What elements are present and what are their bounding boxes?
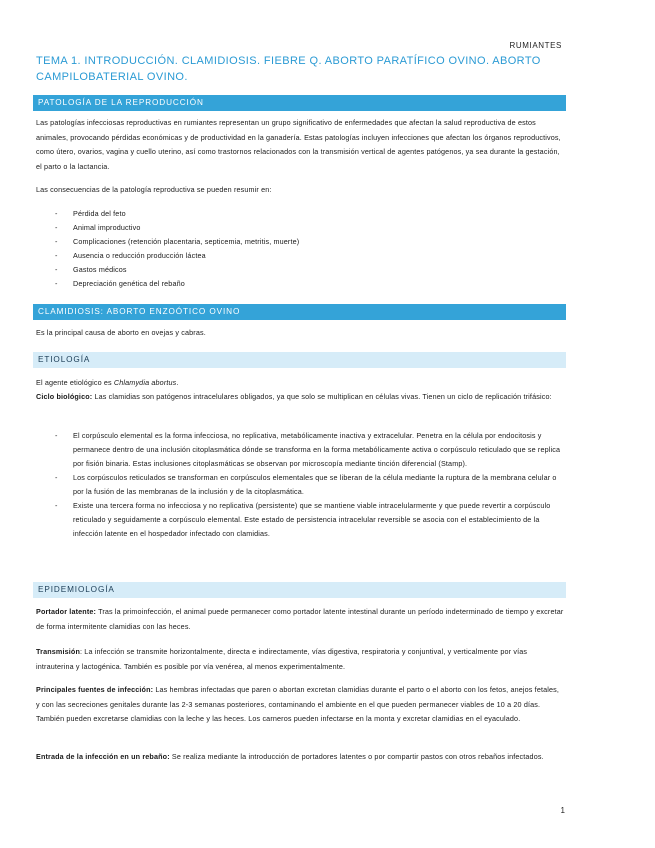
list-item: - Ausencia o reducción producción láctea [36,249,561,263]
etiologia-agent-paragraph [36,376,564,391]
epidemiologia-entry [36,645,564,674]
patologia-consequences-lead: Las consecuencias de la patología reproductiva se pueden resumir en: [36,185,272,194]
consequences-list [36,207,561,291]
section-heading-etiologia: ETIOLOGÍA [33,352,566,368]
page-number: 1 [560,806,565,815]
patologia-intro-paragraph: Las patologías infecciosas reproductivas en rumiantes representan un grupo significativo de enfermedades que afectan la salud reproductiva de estos animales, provocando pérdidas económicas y de productividad en la ganadería. Estas patologías incluyen infecciones que afectan los órganos reproductivos, como útero, ovarios, vagina y cuello uterino, así como trastornos relacionados con la transmisión vertical de agentes patógenos, ya sea durante la gestación, el parto o la lactancia. [36,118,561,171]
running-head: RUMIANTES [509,41,562,50]
list-item: - El corpúsculo elemental es la forma infecciosa, no replicativa, metabólicamente inactiva y extracelular. Penetra en la célula por endocitosis y permanece dentro de una inclusión citoplasmática dónde se transforma en la forma metabólicamente activa o corpúsculo reticulado que se replica por fisión binaria. Estas inclusiones citoplasmáticas se observan por microscopía mediante tinción diferencial (Stamp). [36,429,561,471]
list-item: - Existe una tercera forma no infecciosa y no replicativa (persistente) que se mantiene viable intracelularmente y que puede revertir a corpúsculo reticulado y seguidamente a corpúsculo elemental. Este estado de persistencia intracelular reversible se asocia con el establecimiento de la infección latente en el hospedador infectado con clamidias. [36,499,561,541]
agent-prefix: El agente etiológico es [36,378,114,387]
entry-label: Entrada de la infección en un rebaño: [36,752,170,761]
entry-text: Las hembras infectadas que paren o abortan excretan clamidias durante el parto o el aborto con los fetos, anejos fetales, y con las secreciones genitales durante las 2-3 semanas posteriores, contaminando el ambiente en el que pueden permanecer viables de 10 a 20 días. También pueden excretarse clamidias con la leche y las heces. Los carneros pueden infectarse en la monta y excretar clamidias en el eyaculado. [36,685,560,723]
entry-label: Principales fuentes de infección: [36,685,154,694]
entry-label: Transmisión [36,647,80,656]
list-item: - Complicaciones (retención placentaria, septicemia, metritis, muerte) [36,235,561,249]
epidemiologia-entry [36,750,564,765]
section-heading-epidemiologia: EPIDEMIOLOGÍA [33,582,566,598]
list-item: - Gastos médicos [36,263,561,277]
list-item: - Los corpúsculos reticulados se transforman en corpúsculos elementales que se liberan de la célula mediante la ruptura de la membrana celular o por la fusión de las membranas de la inclusión y de la citoplasmática. [36,471,561,499]
ciclo-biologico-paragraph [36,390,564,405]
agent-species-name: Chlamydia abortus [113,378,177,387]
epidemiologia-entry [36,683,564,727]
ciclo-biologico-label: Ciclo biológico: [36,392,93,401]
entry-text: : La infección se transmite horizontalmente, directa e indirectamente, vías digestiva, respiratoria y conjuntival, y verticalmente por vías intrauterina y lactogénica. También es posible por vía venérea, al menos experimentalmente. [36,647,528,671]
document-title: TEMA 1. INTRODUCCIÓN. CLAMIDIOSIS. FIEBRE Q. ABORTO PARATÍFICO OVINO. ABORTO CAMPILOBATERIAL OVINO. [36,55,541,83]
ciclo-biologico-text: Las clamidias son patógenos intracelulares obligados, ya que solo se multiplican en células vivas. Tienen un ciclo de replicación trifásico: [92,392,552,401]
agent-suffix: . [176,378,179,387]
entry-text: Tras la primoinfección, el animal puede permanecer como portador latente intestinal durante un período indeterminado de tiempo y excretar de forma intermitente clamidias con las heces. [36,607,564,631]
list-item: - Pérdida del feto [36,207,561,221]
section-heading-patologia: PATOLOGÍA DE LA REPRODUCCIÓN [33,95,566,111]
list-item: - Depreciación genética del rebaño [36,277,561,291]
epidemiologia-entry [36,605,564,634]
clamidiosis-paragraph: Es la principal causa de aborto en ovejas y cabras. [36,328,206,337]
ciclo-list [36,429,561,541]
list-item: - Animal improductivo [36,221,561,235]
section-heading-clamidiosis: CLAMIDIOSIS: ABORTO ENZOÓTICO OVINO [33,304,566,320]
entry-label: Portador latente: [36,607,97,616]
entry-text: Se realiza mediante la introducción de portadores latentes o por compartir pastos con otros rebaños infectados. [169,752,544,761]
